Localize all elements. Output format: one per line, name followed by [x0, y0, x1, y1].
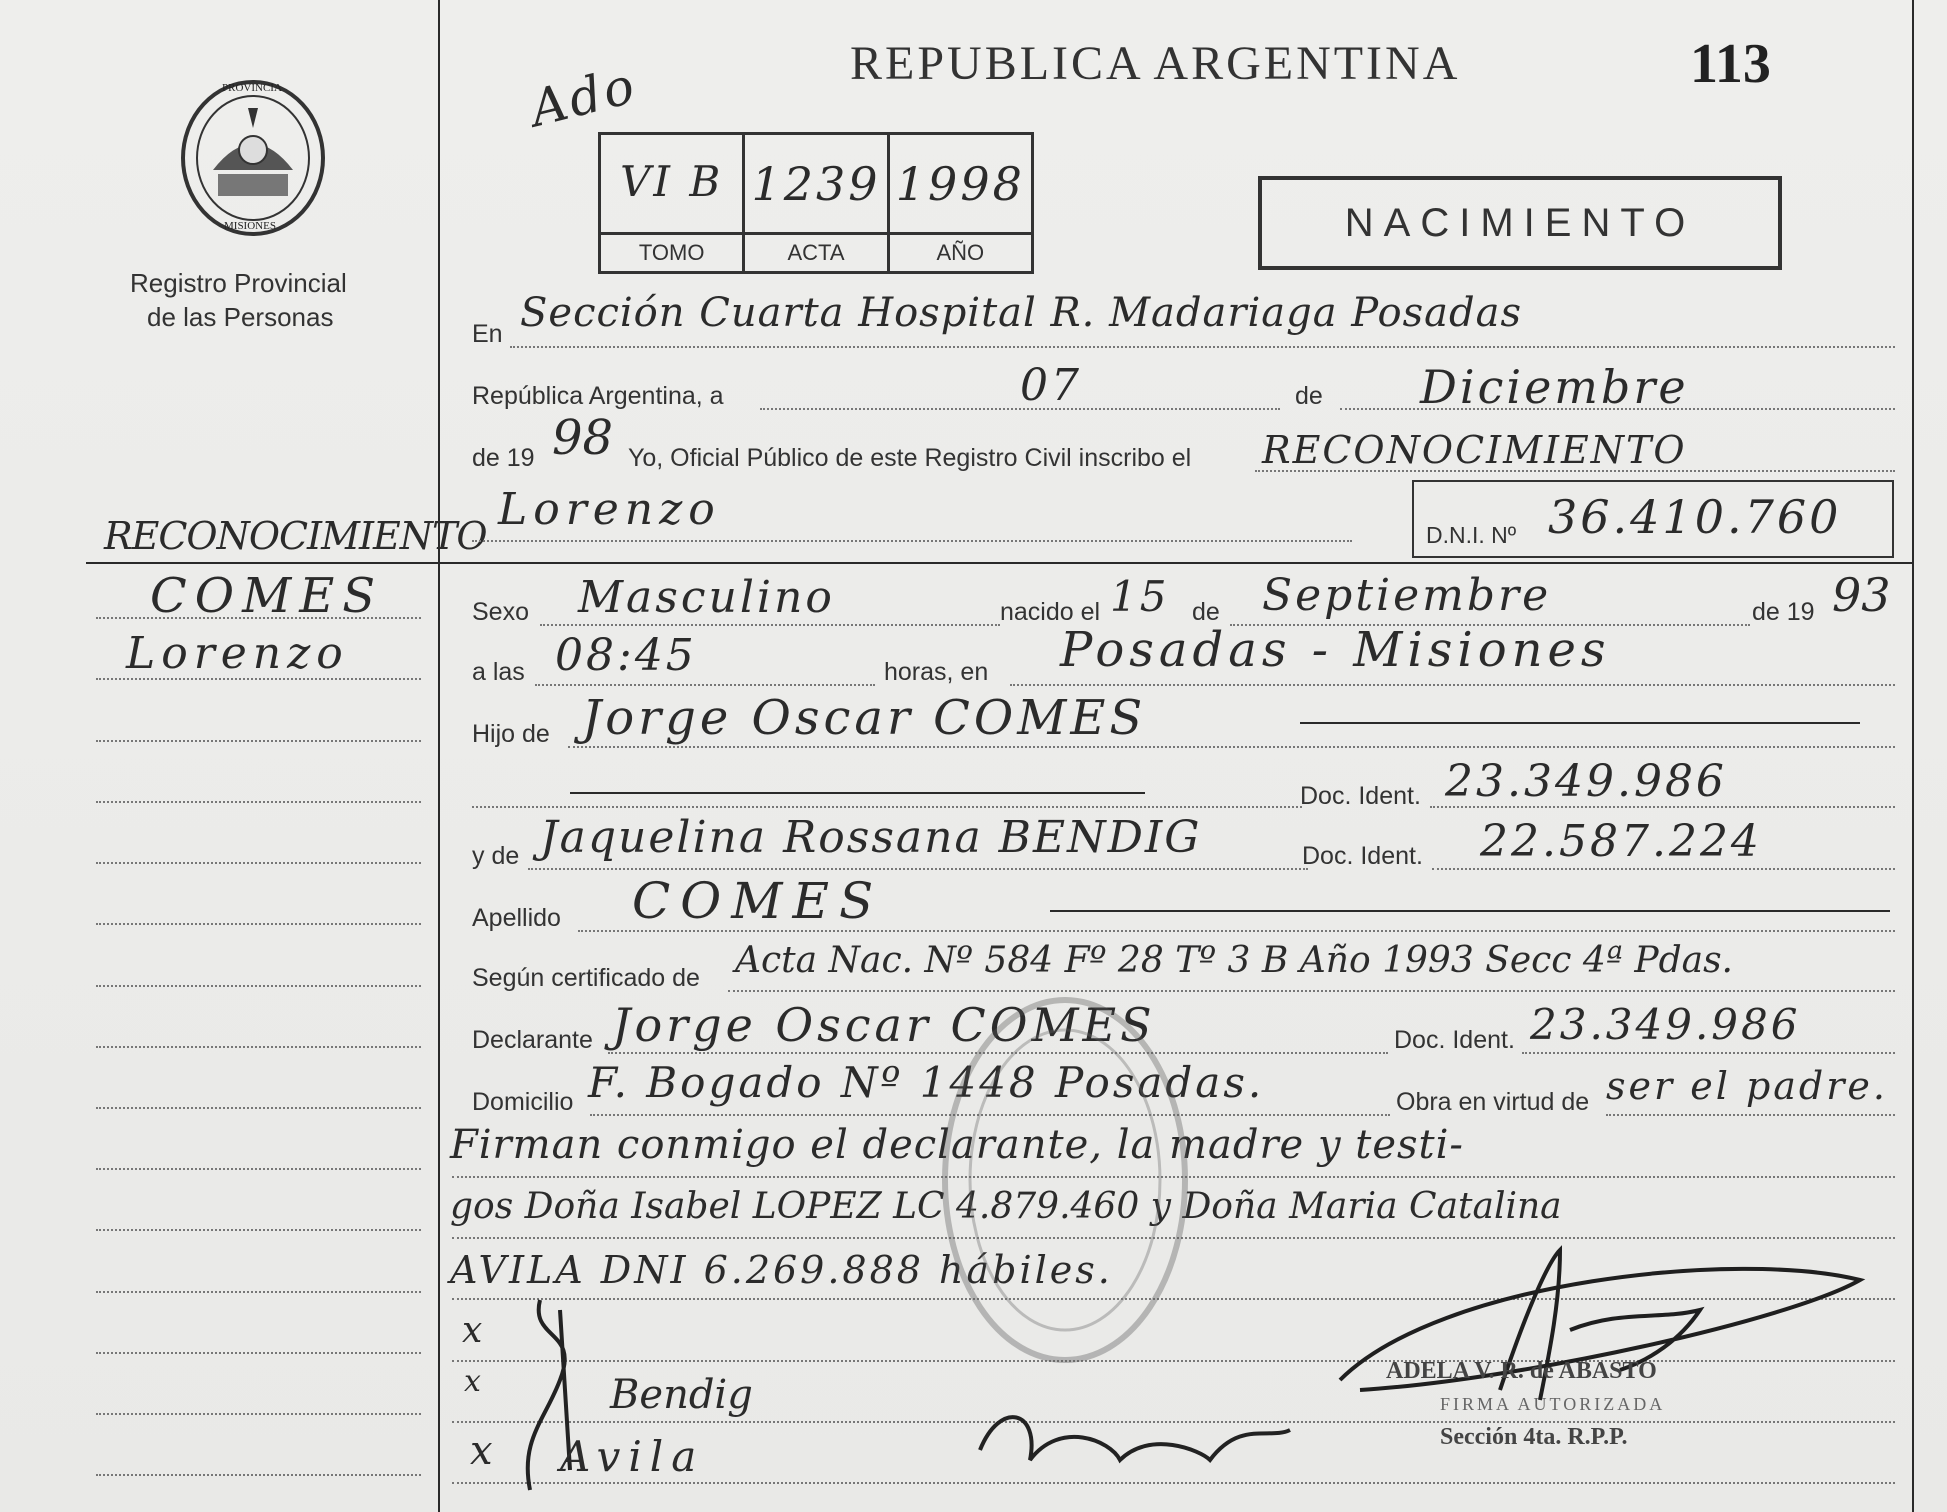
- tomo-cell: [601, 135, 745, 271]
- horas-label: horas, en: [884, 658, 989, 686]
- en-value: Sección Cuarta Hospital R. Madariaga Posadas: [520, 290, 1522, 336]
- father-doc: 23.349.986: [1445, 756, 1727, 807]
- registry-name-line2: de las Personas: [147, 302, 334, 332]
- apellido-label: Apellido: [472, 904, 561, 932]
- mother-line: [528, 868, 1308, 870]
- segun-line: [728, 990, 1895, 992]
- nacido-label: nacido el: [1000, 598, 1101, 626]
- time-line: [535, 684, 875, 686]
- acta-value: 1239: [751, 157, 881, 211]
- doc-ident-label-1: Doc. Ident.: [1300, 782, 1421, 810]
- year-prefix: de 19: [472, 444, 535, 472]
- mother-doc-line: [1432, 868, 1895, 870]
- dni-value: 36.410.760: [1548, 490, 1842, 544]
- document-type-box: [1258, 176, 1782, 270]
- father-doc-dash: [570, 792, 1145, 794]
- place-value: Posadas - Misiones: [1060, 622, 1611, 678]
- margin-title: RECONOCIMIENTO: [104, 514, 487, 558]
- margin-note: Ado: [524, 55, 643, 139]
- acta-label: ACTA: [745, 232, 886, 271]
- obra-line: [1606, 1114, 1895, 1116]
- declarante-label: Declarante: [472, 1026, 593, 1054]
- officer-name: ADELA V. R. de ABASTO: [1386, 1358, 1657, 1384]
- inscribo-label: Yo, Oficial Público de este Registro Civil inscribo el: [628, 444, 1192, 472]
- birth-day: 15: [1110, 572, 1170, 621]
- time-value: 08:45: [555, 630, 697, 681]
- yde-label: y de: [472, 842, 520, 870]
- margin-line: [96, 1107, 421, 1109]
- day-value: 07: [1020, 360, 1082, 411]
- sexo-value: Masculino: [578, 572, 835, 623]
- birth-month: Septiembre: [1262, 570, 1552, 621]
- body-rule: [438, 562, 1912, 564]
- margin-rule: [86, 562, 438, 564]
- birth-year-label: de 19: [1752, 598, 1815, 626]
- father-line: [568, 746, 1895, 748]
- birth-de1: de: [1192, 598, 1220, 626]
- sign-mark-1: x: [462, 1310, 486, 1351]
- mother-signature: Bendig: [610, 1372, 753, 1418]
- republica-label: República Argentina, a: [472, 382, 724, 410]
- officer-signature-icon: [1320, 1240, 1880, 1450]
- record-id-box: [598, 132, 1034, 274]
- obra-label: Obra en virtud de: [1396, 1088, 1590, 1116]
- declarante-value: Jorge Oscar COMES: [612, 998, 1156, 1052]
- text-line-3: AVILA DNI 6.269.888 hábiles.: [450, 1248, 1113, 1292]
- margin-line: [96, 985, 421, 987]
- en-label: En: [472, 320, 503, 348]
- name-value: Lorenzo: [498, 484, 721, 535]
- segun-value: Acta Nac. Nº 584 Fº 28 Tº 3 B Año 1993 Secc 4ª Pdas.: [735, 940, 1733, 981]
- anio-value: 1998: [895, 157, 1025, 211]
- right-border: [1912, 0, 1914, 1512]
- tomo-label: TOMO: [601, 232, 742, 271]
- father-dash: [1300, 722, 1860, 724]
- page-number: 113: [1690, 33, 1771, 95]
- acta-cell: [745, 135, 889, 271]
- document-type: NACIMIENTO: [1344, 200, 1696, 245]
- apellido-value: COMES: [632, 872, 884, 930]
- name-line: [472, 540, 1352, 542]
- declarante-doc-line: [1522, 1052, 1895, 1054]
- margin-line: [96, 862, 421, 864]
- obra-value: ser el padre.: [1606, 1064, 1888, 1108]
- hijo-label: Hijo de: [472, 720, 550, 748]
- witness-signature: Avila: [560, 1432, 705, 1481]
- inscribo-value: RECONOCIMIENTO: [1262, 428, 1687, 472]
- doc-ident-label-3: Doc. Ident.: [1394, 1026, 1515, 1054]
- margin-line: [96, 1229, 421, 1231]
- father-doc-fill-line: [472, 806, 1302, 808]
- officer-role: FIRMA AUTORIZADA: [1440, 1394, 1666, 1414]
- text-line-2: gos Doña Isabel LOPEZ LC 4.879.460 y Doña Maria Catalina: [450, 1186, 1562, 1227]
- official-stamp-icon: [935, 985, 1195, 1375]
- provincial-seal-icon: [178, 78, 328, 238]
- alas-label: a las: [472, 658, 525, 686]
- birth-year: 93: [1832, 568, 1891, 622]
- margin-line: [96, 1352, 421, 1354]
- country-heading: REPUBLICA ARGENTINA: [850, 37, 1461, 90]
- seal-text-top: PROVINCIA: [222, 82, 282, 94]
- de-label: de: [1295, 382, 1323, 410]
- margin-line: [96, 1168, 421, 1170]
- margin-line: [96, 1046, 421, 1048]
- seal-text-bottom: MISIONES: [224, 220, 276, 232]
- segun-label: Según certificado de: [472, 964, 700, 992]
- margin-given-name: Lorenzo: [126, 628, 349, 679]
- father-value: Jorge Oscar COMES: [582, 690, 1147, 746]
- witness-2-signature-icon: [970, 1380, 1300, 1490]
- dni-label: D.N.I. Nº: [1426, 522, 1517, 548]
- sign-mark-2: x: [464, 1364, 484, 1399]
- declarante-doc: 23.349.986: [1530, 1000, 1801, 1049]
- domicilio-label: Domicilio: [472, 1088, 574, 1116]
- margin-line: [96, 923, 421, 925]
- anio-cell: [890, 135, 1031, 271]
- anio-label: AÑO: [890, 232, 1031, 271]
- margin-line: [96, 1474, 421, 1476]
- margin-divider: [438, 0, 440, 1512]
- tomo-value: VI B: [620, 157, 724, 206]
- sign-mark-3: x: [470, 1428, 496, 1474]
- mother-value: Jaquelina Rossana BENDIG: [540, 812, 1202, 863]
- month-value: Diciembre: [1420, 360, 1689, 414]
- margin-line: [96, 740, 421, 742]
- year-suffix: 98: [552, 410, 614, 466]
- apellido-dash: [1050, 910, 1890, 912]
- margin-line: [96, 1291, 421, 1293]
- margin-line: [96, 1413, 421, 1415]
- place-line: [1010, 684, 1895, 686]
- doc-ident-label-2: Doc. Ident.: [1302, 842, 1423, 870]
- registry-name-line1: Registro Provincial: [130, 268, 347, 298]
- officer-section: Sección 4ta. R.P.P.: [1440, 1424, 1628, 1450]
- sexo-line: [540, 624, 1000, 626]
- margin-surname: COMES: [150, 568, 384, 624]
- sexo-label: Sexo: [472, 598, 529, 626]
- apellido-line: [578, 930, 1895, 932]
- text-line-1: Firman conmigo el declarante, la madre y testi-: [450, 1122, 1464, 1168]
- domicilio-value: F. Bogado Nº 1448 Posadas.: [588, 1058, 1265, 1107]
- en-line: [510, 346, 1895, 348]
- margin-line: [96, 801, 421, 803]
- mother-doc: 22.587.224: [1480, 816, 1762, 867]
